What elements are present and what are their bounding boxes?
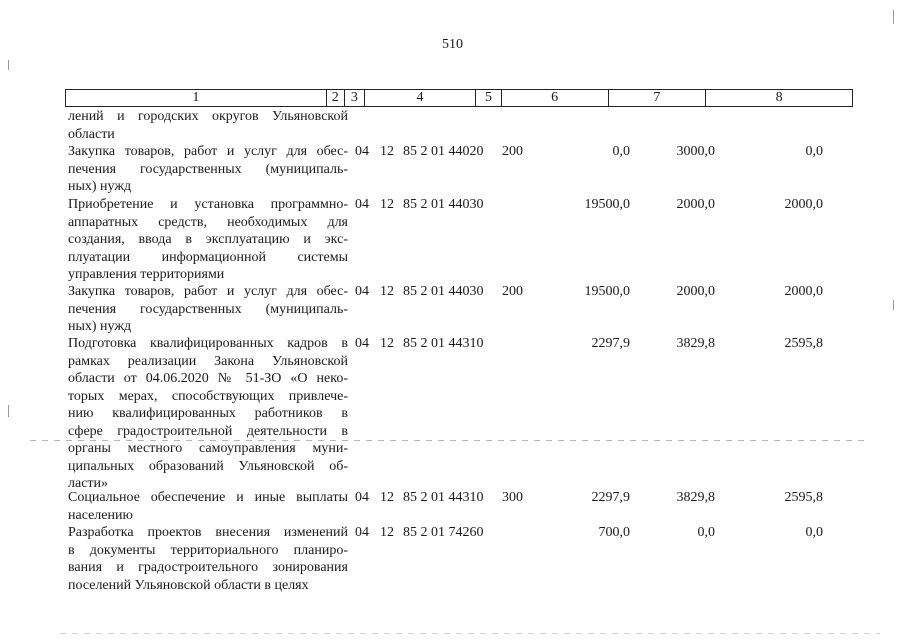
section-code: 04 (355, 525, 369, 540)
header-col-6: 6 (502, 90, 609, 106)
row-description (68, 283, 348, 336)
row-description (68, 335, 348, 493)
amount-col-8: 2595,8 (784, 336, 823, 351)
target-article-code: 85 2 01 74260 (403, 525, 484, 540)
subsection-code: 12 (380, 144, 394, 159)
scan-artifact-mark (893, 10, 894, 24)
amount-col-6: 2297,9 (591, 490, 630, 505)
description-line: ных) нужд (68, 319, 132, 334)
description-line: аппаратных средств, необходимых для (68, 214, 348, 230)
expense-type-code: 200 (502, 144, 523, 159)
target-article-code: 85 2 01 44030 (403, 284, 484, 299)
row-description (68, 524, 348, 594)
description-line: Социальное обеспечение и иные выплаты (68, 490, 348, 505)
subsection-code: 12 (380, 284, 394, 299)
amount-col-7: 3829,8 (676, 336, 715, 351)
description-line: нию квалифицированных работников в (68, 406, 348, 421)
row-description (68, 108, 348, 143)
row-description (68, 196, 348, 284)
description-line: рамках реализации Закона Ульяновской (68, 353, 348, 369)
amount-col-6: 2297,9 (591, 336, 630, 351)
description-line: Закупка товаров, работ и услуг для обес- (68, 144, 348, 159)
amount-col-6: 19500,0 (584, 284, 630, 299)
scan-artifact-line (30, 440, 870, 441)
amount-col-7: 3829,8 (676, 490, 715, 505)
subsection-code: 12 (380, 490, 394, 505)
description-line: печения государственных (муниципаль- (68, 301, 348, 317)
scan-artifact-mark (8, 405, 9, 417)
expense-type-code: 300 (502, 490, 523, 505)
description-line: Подготовка квалифицированных кадров в (68, 336, 348, 351)
amount-col-6: 700,0 (598, 525, 630, 540)
description-line: ных) нужд (68, 179, 132, 194)
description-line: печения государственных (муниципаль- (68, 161, 348, 177)
target-article-code: 85 2 01 44020 (403, 144, 484, 159)
description-line: Разработка проектов внесения изменений (68, 525, 348, 540)
scan-artifact-line (60, 633, 880, 634)
amount-col-8: 0,0 (805, 144, 823, 159)
section-code: 04 (355, 144, 369, 159)
description-line: населению (68, 507, 133, 523)
header-col-4: 4 (365, 90, 476, 106)
subsection-code: 12 (380, 525, 394, 540)
header-col-8: 8 (775, 90, 783, 105)
expense-type-code: 200 (502, 284, 523, 299)
section-code: 04 (355, 490, 369, 505)
description-line: Закупка товаров, работ и услуг для обес- (68, 284, 348, 299)
amount-col-7: 3000,0 (676, 144, 715, 159)
header-col-1: 1 (66, 90, 327, 106)
row-description (68, 143, 348, 196)
description-line: поселений Ульяновской области в целях (68, 577, 309, 593)
amount-col-7: 2000,0 (676, 197, 715, 212)
description-line: создания, ввода в эксплуатацию и экс- (68, 232, 348, 247)
description-line: вания и градостроительного зонирования (68, 560, 348, 575)
description-line: управления территориями (68, 267, 225, 282)
description-line: ципальных образований Ульяновской об- (68, 458, 348, 474)
description-line: органы местного самоуправления муни- (68, 441, 348, 456)
table-header-row (65, 89, 853, 107)
amount-col-8: 0,0 (805, 525, 823, 540)
description-line: Приобретение и установка программно- (68, 197, 348, 212)
section-code: 04 (355, 336, 369, 351)
scan-artifact-mark (893, 300, 894, 310)
description-line: лений и городских округов Ульяновской (68, 109, 348, 124)
description-line: торых мерах, способствующих привлече- (68, 388, 348, 404)
subsection-code: 12 (380, 336, 394, 351)
header-col-2: 2 (327, 90, 345, 106)
description-line: плуатации информационной системы (68, 249, 348, 265)
section-code: 04 (355, 197, 369, 212)
amount-col-8: 2000,0 (784, 197, 823, 212)
header-col-5: 5 (476, 90, 501, 106)
amount-col-8: 2595,8 (784, 490, 823, 505)
header-col-7: 7 (609, 90, 707, 106)
amount-col-6: 19500,0 (584, 197, 630, 212)
header-col-3: 3 (345, 90, 365, 106)
description-line: области (68, 126, 115, 142)
subsection-code: 12 (380, 197, 394, 212)
amount-col-8: 2000,0 (784, 284, 823, 299)
description-line: области от 04.06.2020 № 51-ЗО «О неко- (68, 371, 348, 386)
target-article-code: 85 2 01 44310 (403, 336, 484, 351)
description-line: сфере градостроительной деятельности в (68, 423, 348, 439)
amount-col-7: 2000,0 (676, 284, 715, 299)
row-description (68, 489, 348, 524)
target-article-code: 85 2 01 44310 (403, 490, 484, 505)
description-line: ласти» (68, 476, 109, 491)
amount-col-7: 0,0 (697, 525, 715, 540)
section-code: 04 (355, 284, 369, 299)
scan-artifact-mark (8, 60, 9, 70)
target-article-code: 85 2 01 44030 (403, 197, 484, 212)
page-number: 510 (442, 37, 463, 52)
description-line: в документы территориального планиро- (68, 542, 348, 558)
amount-col-6: 0,0 (612, 144, 630, 159)
